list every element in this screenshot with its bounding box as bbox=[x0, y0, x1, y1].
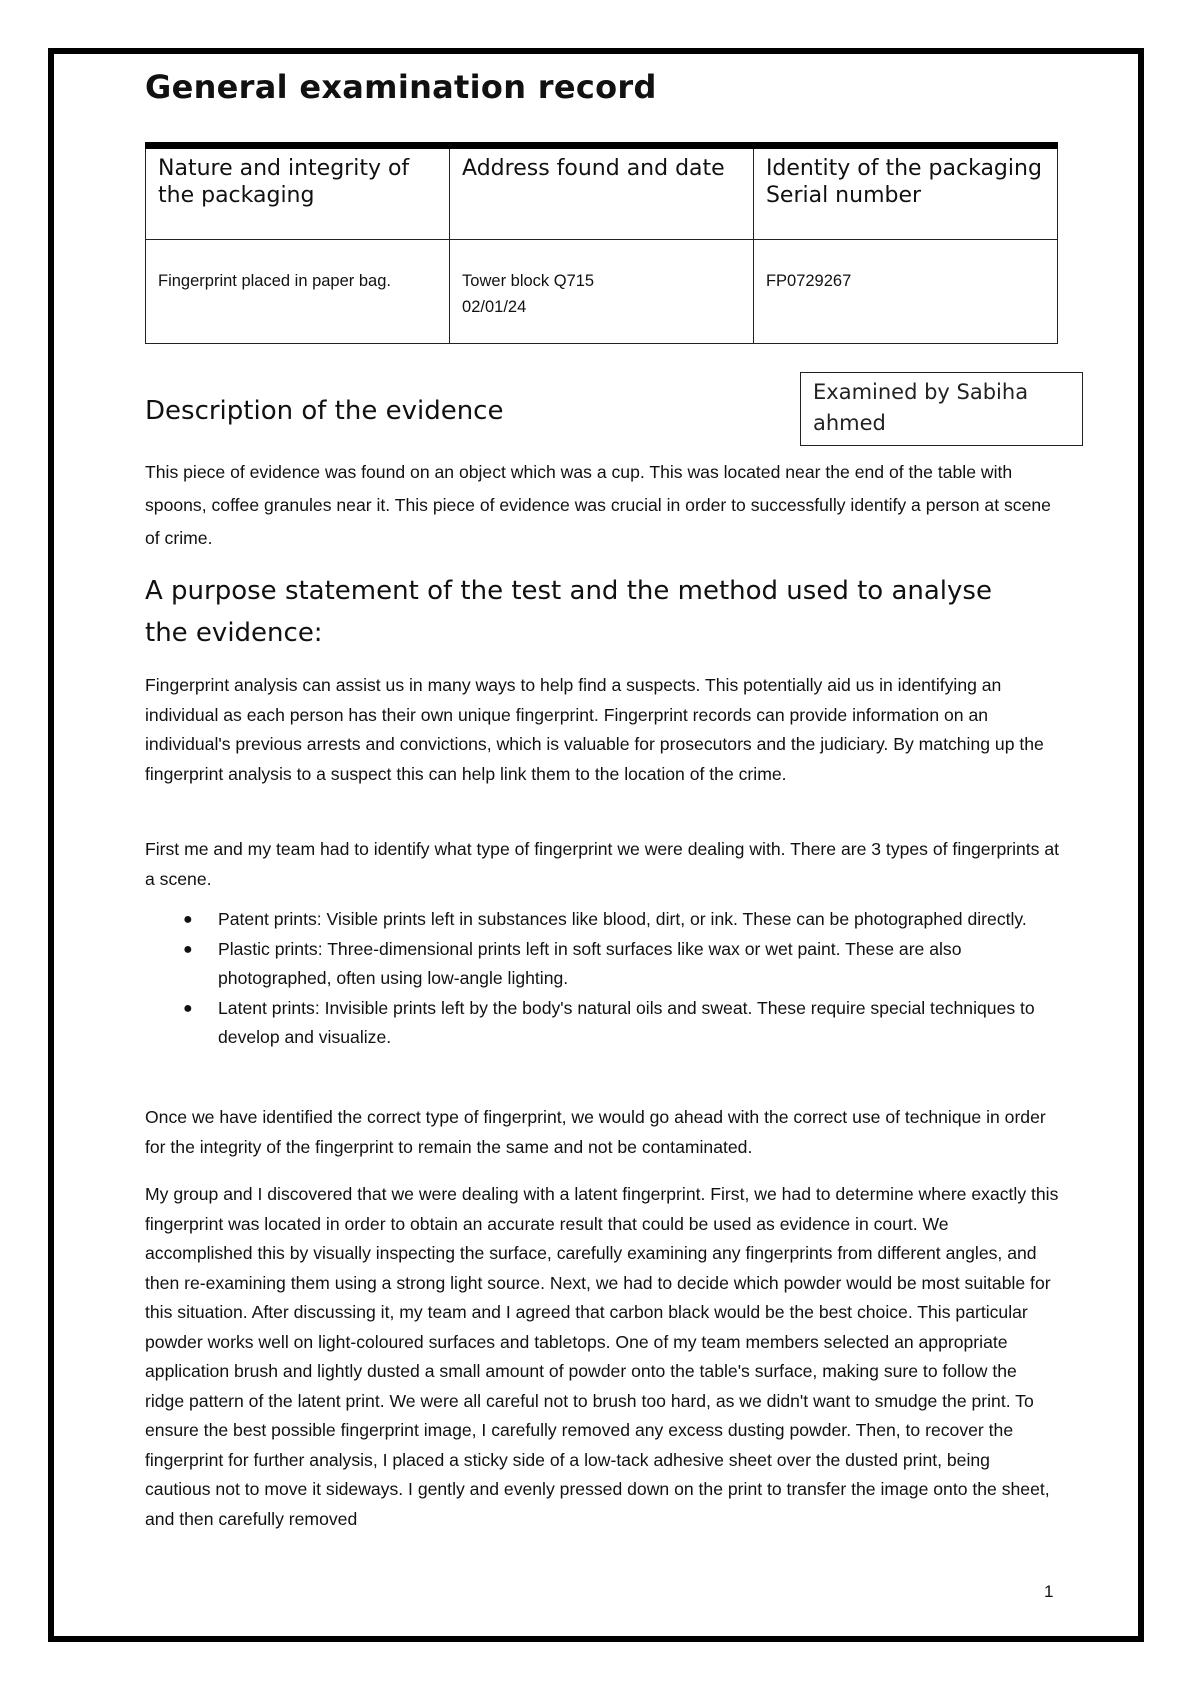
page-title: General examination record bbox=[145, 68, 657, 106]
purpose-paragraph-2: First me and my team had to identify what type of fingerprint we were dealing with. There are 3 types of fingerprints at a scene. bbox=[145, 839, 1060, 889]
list-item-text: Plastic prints: Three-dimensional prints left in soft surfaces like wax or wet paint. These are also photographed, often using low-angle lighting. bbox=[218, 938, 962, 988]
list-item-text: Patent prints: Visible prints left in substances like blood, dirt, or ink. These can be photographed directly. bbox=[218, 909, 1027, 929]
header-identity-serial bbox=[753, 146, 1057, 240]
header-address-date: Address found and date bbox=[450, 146, 754, 240]
purpose-paragraph-3: Once we have identified the correct type of fingerprint, we would go ahead with the correct use of technique in order for the integrity of the fingerprint to remain the same and not be contaminated. bbox=[145, 1107, 1046, 1157]
list-item-text: Latent prints: Invisible prints left by the body's natural oils and sweat. These require special techniques to develop and visualize. bbox=[218, 997, 1035, 1047]
page-number: 1 bbox=[1044, 1582, 1054, 1601]
fingerprint-types-list bbox=[145, 905, 1060, 1053]
header-serial-label: Serial number bbox=[765, 183, 922, 208]
list-item bbox=[145, 994, 1060, 1053]
cell-address-date bbox=[450, 240, 754, 344]
table-row bbox=[146, 240, 1058, 344]
list-item bbox=[145, 905, 1060, 935]
purpose-paragraph-1: Fingerprint analysis can assist us in many ways to help find a suspects. This potentially aid us in identifying an individual as each person has their own unique fingerprint. Fingerprint records can provide information on an individual's previous arrests and convictions, which is valuable for prosecutors and the judiciary. By matching up the fingerprint analysis to a suspect this can help link them to the location of the crime. bbox=[145, 675, 1044, 784]
examination-record-table bbox=[145, 142, 1058, 344]
bullet-icon: ● bbox=[183, 911, 193, 928]
table-header-row bbox=[146, 146, 1058, 240]
purpose-paragraph-4: My group and I discovered that we were dealing with a latent fingerprint. First, we had to determine where exactly this fingerprint was located in order to obtain an accurate result that could be used as evidence in court. We accomplished this by visually inspecting the surface, carefully examining any fingerprints from different angles, and then re-examining them using a strong light source. Next, we had to decide which powder would be most suitable for this situation. After discussing it, my team and I agreed that carbon black would be the best choice. This particular powder works well on light-coloured surfaces and tabletops. One of my team members selected an appropriate application brush and lightly dusted a small amount of powder onto the table's surface, making sure to follow the ridge pattern of the latent print. We were all careful not to brush too hard, as we didn't want to smudge the print. To ensure the best possible fingerprint image, I carefully removed any excess dusting powder. Then, to recover the fingerprint for further analysis, I placed a sticky side of a low-tack adhesive sheet over the dusted print, being cautious not to move it sideways. I gently and evenly pressed down on the print to transfer the image onto the sheet, and then carefully removed bbox=[145, 1184, 1059, 1529]
description-body: This piece of evidence was found on an object which was a cup. This was located near the end of the table with spoons, coffee granules near it. This piece of evidence was crucial in order to successfully identify a person at scene of crime. bbox=[145, 462, 1051, 548]
purpose-heading: A purpose statement of the test and the method used to analyse the evidence: bbox=[145, 576, 992, 648]
cell-address: Tower block Q715 bbox=[462, 272, 595, 290]
bullet-icon: ● bbox=[183, 940, 193, 958]
description-heading: Description of the evidence bbox=[145, 396, 504, 426]
cell-serial: FP0729267 bbox=[753, 240, 1057, 344]
header-packaging: Nature and integrity of the packaging bbox=[146, 146, 450, 240]
list-item bbox=[145, 935, 1060, 994]
examiner-box: Examined by Sabiha ahmed bbox=[800, 372, 1083, 446]
cell-date: 02/01/24 bbox=[462, 298, 527, 316]
header-identity-label: Identity of the packaging bbox=[765, 156, 1042, 181]
bullet-icon: ● bbox=[183, 999, 193, 1017]
cell-packaging: Fingerprint placed in paper bag. bbox=[146, 240, 450, 344]
